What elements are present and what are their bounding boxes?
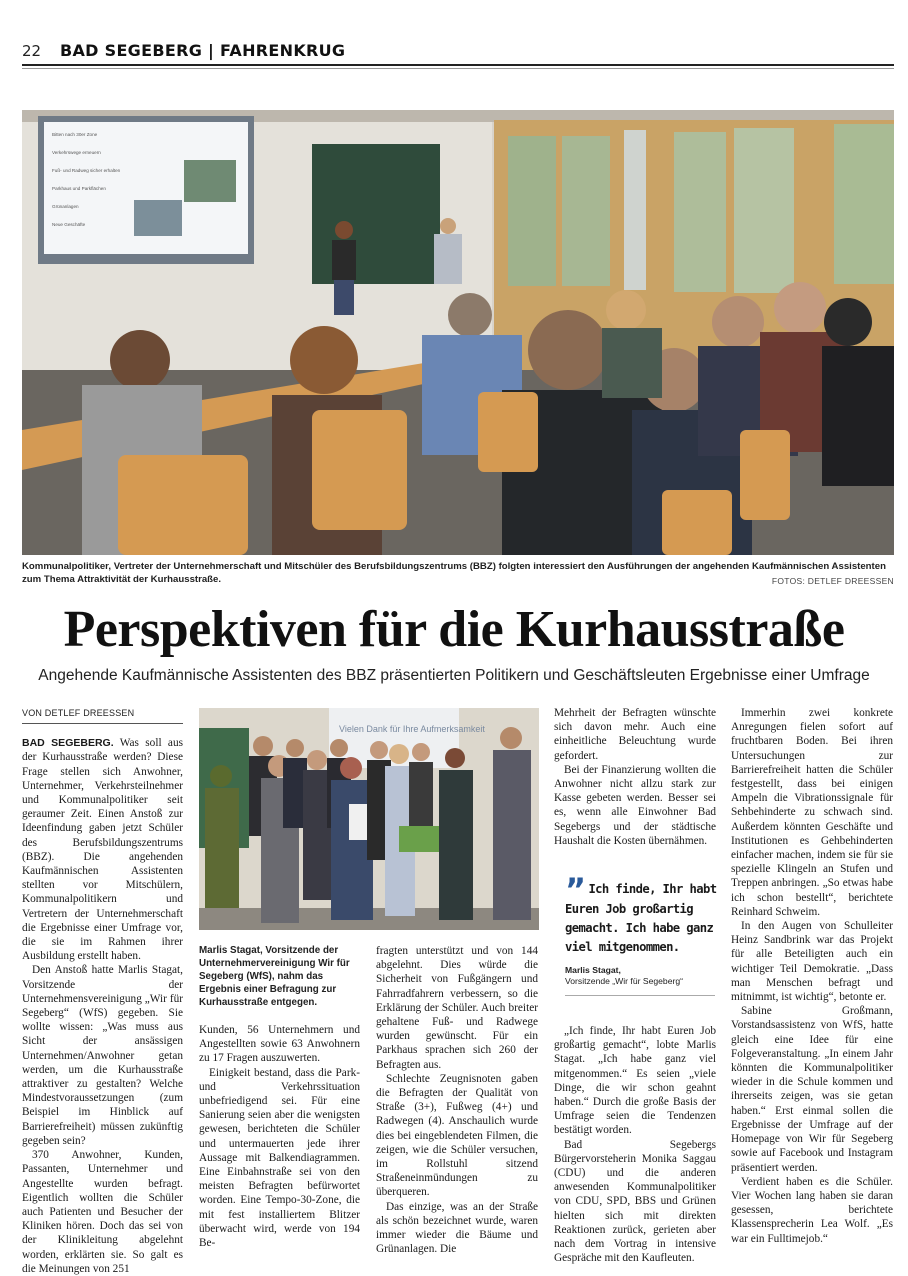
slide-item: Neue Geschäfte bbox=[52, 222, 86, 227]
paragraph: Mehrheit der Befragten wünschte sich davon mehr. Auch eine einheitliche Beleuchtung wurde gefordert. bbox=[554, 707, 716, 762]
quote-mark-icon: ” bbox=[565, 871, 586, 909]
slide-item: Verkehrswege erneuern bbox=[52, 150, 101, 155]
paragraph: fragten unterstützt und von 144 abgelehnt. Dies würde die Sicherheit von Fußgängern und Fahrradfahrern verbessern, so die Erklärung der Schüler. Auch breiter gehaltene Fuß- und Radwege wurden gewünscht. Für ein Parkhaus sprachen sich 260 der Befragten aus. bbox=[376, 945, 538, 1071]
group-photo bbox=[199, 708, 539, 930]
paragraph: Verdient haben es die Schüler. Vier Wochen lang haben sie daran gesessen, berichtete Klassensprecherin Lea Wolf. „Es war ein Fulltimejob.“ bbox=[731, 1175, 893, 1245]
paragraph: Sabine Großmann, Vorstandsassistenz von WfS, hatte gleich eine Idee für eine Folgeveranstaltung. „In einem Jahr könnten die Kommunalpolitiker wieder in die Schule kommen und ihrerseits zeigen, was sie getan haben.“ Erst einmal sollen die Ergebnisse der Umfrage auf der Homepage von Wir für Segeberg sowie auf Facebook und Instagram präsentiert werden. bbox=[731, 1005, 893, 1174]
group-photo-illustration bbox=[199, 708, 539, 930]
paragraph: Einigkeit bestand, dass die Park- und Verkehrssituation unbefriedigend sei. Für eine Sanierung seien aber die wenigsten gewesen, berichteten die Schüler und untermauerten jede ihrer Aussage mit Balkendiagrammen. Eine Einbahnstraße sei von den meisten Befragten befürwortet worden. Eine Tempo-30-Zone, die mit fest installiertem Blitzer überwacht wird, werde von 194 Be- bbox=[199, 1066, 360, 1250]
paragraph: 370 Anwohner, Kunden, Passanten, Unternehmer und Angestellte wurden befragt. Eigentlich wollten die Schüler auch Patienten und Besucher der Kliniken hören. Doch das sei von der Klinikleitung abgelehnt worden, erklärten sie. So galt es die Meinungen von 251 bbox=[22, 1149, 183, 1275]
header-rule-thin bbox=[22, 68, 894, 69]
page-header bbox=[22, 40, 894, 64]
pull-quote-author bbox=[565, 965, 730, 987]
article-headline: Perspektiven für die Kurhausstraße bbox=[63, 601, 845, 658]
paragraph: Bei der Finanzierung wollten die Anwohner nicht allzu stark zur Kasse gebeten werden. Besser sei es, wenn alle Einwohner Bad Segebergs und der städtische Haushalt die Kosten übernähmen. bbox=[554, 763, 716, 847]
quote-author-role: Vorsitzende „Wir für Segeberg“ bbox=[565, 976, 683, 986]
article-subheadline: Angehende Kaufmännische Assistenten des BBZ präsentierten Politikern und Geschäftsleuten Ergebnisse einer Umfrage bbox=[38, 667, 870, 684]
slide-item: Fuß- und Radweg sicher erhalten bbox=[52, 168, 121, 173]
pull-quote bbox=[565, 871, 730, 996]
header-rule bbox=[22, 64, 894, 66]
group-photo-caption: Marlis Stagat, Vorsitzende der Unternehmervereinigung Wir für Segeberg (WfS), nahm das Ergebnis einer Befragung zur Kurhausstraße entgegen. bbox=[199, 945, 350, 1008]
photo-credit: FOTOS: DETLEF DREESSEN bbox=[771, 576, 894, 586]
main-photo bbox=[22, 110, 894, 555]
paragraph: Das einzige, was an der Straße als schön bezeichnet wurde, waren immer wieder die Bäume und Grünanlagen. Die bbox=[376, 1200, 538, 1256]
dateline: BAD SEGEBERG. bbox=[22, 737, 114, 750]
slide-item: Parkhaus und Parkflächen bbox=[52, 186, 106, 191]
column-2 bbox=[199, 1023, 360, 1250]
slide-item: Grünanlagen bbox=[52, 204, 79, 209]
section-title: BAD SEGEBERG | FAHRENKRUG bbox=[60, 41, 346, 60]
main-photo-illustration bbox=[22, 110, 894, 555]
page-number: 22 bbox=[22, 42, 42, 60]
byline: VON DETLEF DREESSEN bbox=[22, 706, 183, 724]
column-1 bbox=[22, 706, 183, 1276]
paragraph: Bad Segebergs Bürgervorsteherin Monika Saggau (CDU) und die anderen anwesenden Kommunalpolitiker von CDU, SPD, BBS und Grünen hielten sich mit direkten Reaktionen zurück, gerieten aber nach dem Vortrag in intensive Gespräche mit den Kaufleuten. bbox=[554, 1138, 716, 1265]
paragraph: Immerhin zwei konkrete Anregungen fielen sofort auf fruchtbaren Boden. Bei ihren Untersuchungen zur Barrierefreiheit hatten die Schüler festgestellt, dass bei einigen Ampeln die Vibrationssignale für Sehbehinderte zu schwach sind. Außerdem könnten Geschäfte und Institutionen es Gehbehinderten einfacher machen, indem sie für sie spezielle Klingeln an Stufen und Treppen anbringen. „So etwas habe ich schon bestellt“, berichtete Reinhard Schweim. bbox=[731, 707, 893, 918]
column-3 bbox=[376, 944, 538, 1256]
quote-author-name: Marlis Stagat, bbox=[565, 965, 621, 975]
pull-quote-text: ” Ich finde, Ihr habt Euren Job großartig gemacht. Ich habe ganz viel mitgenommen. bbox=[565, 871, 717, 954]
paragraph: Kunden, 56 Unternehmern und Angestellten sowie 63 Anwohnern zu 17 Fragen auszuwerten. bbox=[199, 1024, 360, 1065]
slide-item: Bitten nach 30er Zone bbox=[52, 132, 98, 137]
quote-rule bbox=[565, 995, 715, 996]
paragraph: Schlechte Zeugnisnoten gaben die Befragten der Qualität von Straße (3+), Fußweg (4+) und Radwegen (4). Anschaulich wurde dies bei eingeblendeten Filmen, die zeigen, wie die Schüler versuchen, im Rollstuhl sitzend Straßeneinmündungen zu überqueren. bbox=[376, 1072, 538, 1199]
group-photo-banner: Vielen Dank für Ihre Aufmerksamkeit bbox=[339, 724, 485, 734]
column-4-bottom bbox=[554, 1024, 716, 1265]
paragraph: In den Augen von Schulleiter Heinz Sandbrink war das Projekt für alle Beteiligten auch ein wichtiger Teil Demokratie. „Dass man Menschen befragt und mitnimmt, ist wichtig“, betonte er. bbox=[731, 920, 893, 1004]
column-4-top bbox=[554, 706, 716, 848]
paragraph: BAD SEGEBERG. Was soll aus der Kurhausstraße werden? Diese Frage stellen sich Anwohner, Unternehmer, Verkehrsteilnehmer und Kommunalpolitiker seit geraumer Zeit. Einen Anstoß zur Ideenfindung gaben jetzt Schüler des Berufsbildungszentrums (BBZ). Die angehenden Kaufmännischen Assistenten stellten vor Mitschülern, Kommunalpolitikern und Vertretern der Unternehmerschaft die Ergebnisse einer Umfrage vor, die sie im Rahmen ihrer Ausbildung erstellt haben. bbox=[22, 737, 183, 963]
column-5 bbox=[731, 706, 893, 1246]
paragraph: Den Anstoß hatte Marlis Stagat, Vorsitzende der Unternehmensvereinigung „Wir für Segeberg“ (WfS) gegeben. Sie wollte wissen: „Was muss aus Sicht der ansässigen Unternehmen/Anwohner getan werden, um die Kurhausstraße attraktiver zu gestalten? Welche Mindestvoraussetzungen (zum Beispiel im Hinblick auf Barrierefreiheit) müssen zukünftig gegeben sein? bbox=[22, 964, 183, 1147]
main-photo-caption: Kommunalpolitiker, Vertreter der Unternehmerschaft und Mitschüler des Berufsbildungszentrums (BBZ) folgten interessiert den Ausführungen der angehenden Kaufmännischen Assistenten zum Thema Attraktivität der Kurhausstraße. bbox=[22, 561, 886, 585]
paragraph: „Ich finde, Ihr habt Euren Job großartig gemacht“, lobte Marlis Stagat. „Ich habe ganz viel mitgenommen.“ Es seien „viele Dinge, die wir schon geahnt haben.“ Durch die große Basis der Umfrage seien die Tendenzen bestätigt worden. bbox=[554, 1025, 716, 1137]
